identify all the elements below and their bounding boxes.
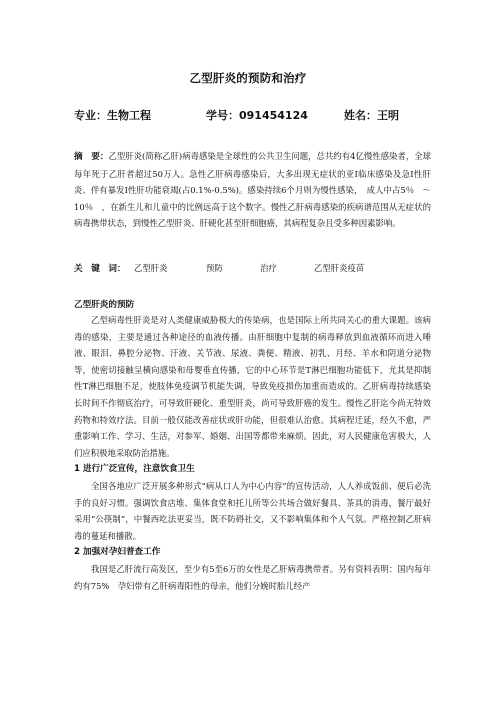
subsection-paragraph: 全国各地应广泛开展多种形式“病从口人为中心内容”的宣传活动，人人养成饭前、便后必洗手的良好习惯。强调饮食店堆、集体食堂和托儿所等公共场合做好餐具、茶具的消毒，餐厅最好采用“公筷制”，中餐西吃法更妥当，既不防碍社交，又不影响集体和个人气氛。严格控制乙肝病毒的蔓延和播散。 bbox=[74, 480, 431, 541]
keywords bbox=[74, 262, 431, 278]
keyword-item: 乙型肝炎 bbox=[134, 263, 168, 273]
major-field: 专业：生物工程 bbox=[74, 109, 151, 122]
subsection-heading: 2 加强对孕妇普查工作 bbox=[74, 547, 161, 558]
subsection-heading: 1 进行广泛宣传，注意饮食卫生 bbox=[74, 464, 195, 475]
keyword-item: 乙型肝炎疫苗 bbox=[314, 263, 365, 273]
student-id-field: 学号：091454124 bbox=[206, 109, 308, 122]
section-heading: 乙型肝炎的预防 bbox=[74, 300, 135, 310]
document-title: 乙型肝炎的预防和治疗 bbox=[189, 71, 307, 85]
keyword-item: 治疗 bbox=[260, 263, 277, 273]
subsection-paragraph: 我国是乙肝流行高发区，至少有5至6万的女性是乙肝病毒携带者。另有资料表明：国内每年约有75% 孕妇带有乙肝病毒阳性的母亲，他们分娩时胎儿经产 bbox=[74, 563, 431, 591]
name-field: 姓名：王明 bbox=[344, 109, 399, 122]
section-body bbox=[74, 312, 431, 594]
keyword-item: 预防 bbox=[206, 263, 223, 273]
abstract bbox=[74, 148, 431, 232]
abstract-text: 乙型肝炎(简称乙肝)病毒感染是全球性的公共卫生问题，总共约有4亿慢性感染者，全球每年死于乙肝者超过50万人。急性乙肝病毒感染后，大多出现无症状的亚I临床感染及急I性肝炎、伴有暴发I性肝功能衰竭(占0.1%-0.5%)。感染持续6个月则为慢性感染， 成人中占5％ ～10％ ，在新生儿和儿童中的比例远高于这个数字。慢性乙肝病毒感染的疾病谱范围从无症状的病毒携带状态，到慢性乙型肝炎、肝硬化甚至肝细胞癌，其病程复杂且受多种因素影响。 bbox=[74, 151, 431, 229]
intro-paragraph: 乙型病毒性肝炎是对人类健康威胁极大的传染病，也是国际上所共同关心的重大课题。该病毒的感染，主要是通过各种途径的血液传播。由肝细胞中复制的病毒释放到血液循环而进入唾液、眼泪、鼻腔分泌物、汗液、关节液、尿液、粪便、精液、初乳、月经、羊水和阴道分泌物等，使密切接触呈横向感染和母婴垂直传播，它的中心环节是T淋巴细胞功能低下，尤其是抑制性T淋巴细胞不足，使肢体免疫调节机能失调，导致免疫损伤加重而造成的。乙肝病毒持续感染长时间不作彻底治疗，可导致肝硬化、重型肝炎，尚可导致肝癌的发生。慢性乙肝迄今尚无特效药物和特效疗法。目前一般仅能改善症状或肝功能，但很难认治愈。其病程迁延，经久不愈，严重影响工作、学习、生活，对参军、婚姻、出国等都带来麻烦。因此，对人民健康危害极大，人们应积极地采取防治措施。 bbox=[74, 315, 431, 458]
author-info bbox=[74, 107, 434, 123]
abstract-label: 摘 要： bbox=[74, 152, 109, 162]
keywords-label: 关 键 词： bbox=[74, 264, 126, 274]
